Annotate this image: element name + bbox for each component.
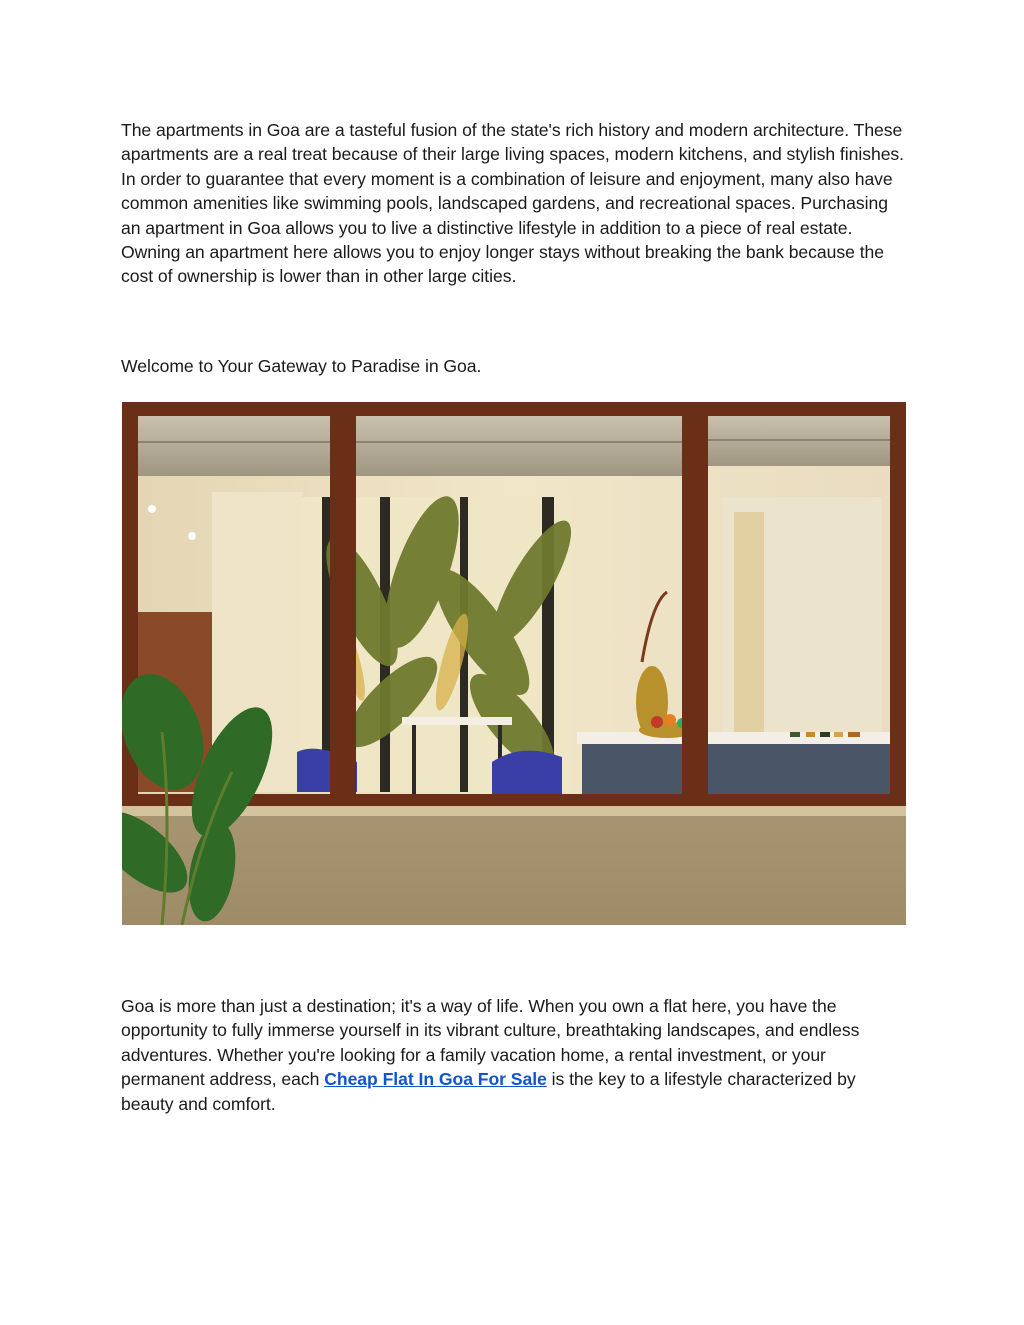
intro-paragraph: The apartments in Goa are a tasteful fusion of the state's rich history and modern architecture. These apartments are a real treat because of their large living spaces, modern kitchens, and stylish finishes. In order to guarantee that every moment is a combination of leisure and enjoyment, many also have common amenities like swimming pools, landscaped gardens, and recreational spaces. Purchasing an apartment in Goa allows you to live a distinctive lifestyle in addition to a piece of real estate. Owning an apartment here allows you to enjoy longer stays without breaking the bank because the cost of ownership is lower than in other large cities. <box>121 120 905 287</box>
welcome-heading-text: Welcome to Your Gateway to Paradise in Goa. <box>121 356 482 376</box>
goa-lifestyle-paragraph <box>121 994 911 1116</box>
paragraph-text-before-link: Goa is more than just a destination; it's a way of life. When you own a flat here, you have the opportunity to fully immerse yourself in its vibrant culture, breathtaking landscapes, and endless adventures. Whether you're looking for a family vacation home, a rental investment, or your permanent address, each <box>121 996 860 1090</box>
cheap-flat-goa-link[interactable]: Cheap Flat In Goa For Sale <box>324 1069 547 1090</box>
apartment-interior-photo <box>122 402 906 925</box>
paragraph-text-after-link: is the key to a lifestyle characterized by beauty and comfort. <box>121 1069 856 1114</box>
